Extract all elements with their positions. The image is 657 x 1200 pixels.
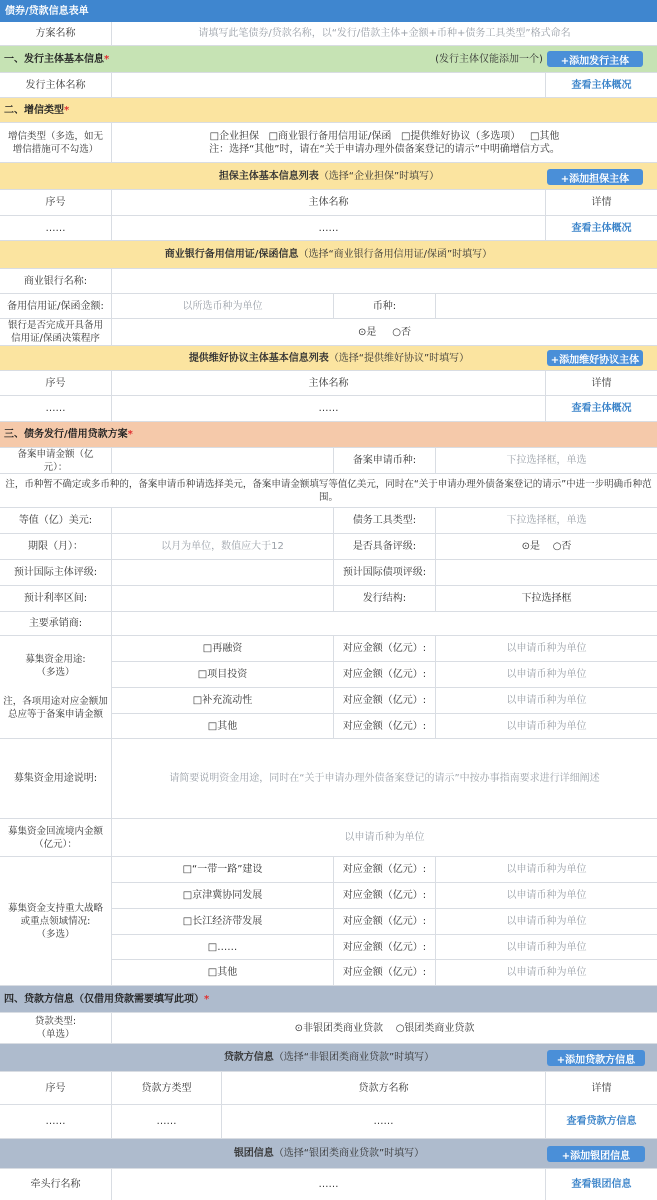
use-row [112,688,657,714]
section4-header [0,986,657,1013]
credit-type-label: 增信类型（多选，如无 增信措施可不勾选） [0,123,112,162]
equiv-row [0,508,657,534]
lender-table-header [0,1072,657,1105]
bank-name-label: 商业银行名称: [0,269,112,293]
bank-procedure-options [112,319,657,345]
section1-note: (发行主体仅能添加一个) [435,53,543,65]
checkbox-other[interactable]: □其他 [529,130,560,142]
lender-col-type: 贷款方类型 [112,1072,222,1104]
use-desc-textarea[interactable]: 请简要说明资金用途，同时在“关于申请办理外债备案登记的请示”中按办事指南要求进行详细阐述 [169,773,600,784]
lead-bank-value: …… [112,1169,546,1200]
credit-type-row [0,123,657,163]
use-amount-label: 对应金额（亿元）: [334,662,436,687]
use-amount-label: 对应金额（亿元）: [334,688,436,713]
guarantor-row [0,216,657,241]
keepwell-title: 提供维好协议主体基本信息列表 （选择“提供维好协议”时填写） [188,352,470,364]
credit-type-note: 注：选择“其他”时，请在“关于申请办理外债备案登记的请示”中明确增信方式。 [209,143,560,155]
bank-currency-input[interactable] [436,294,657,318]
issuer-label: 发行主体名称 [0,73,112,97]
checkbox-yangtze[interactable]: □长江经济带发展 [112,909,334,934]
add-syndicate-button[interactable]: +添加银团信息 [547,1146,645,1162]
guarantor-col-detail: 详情 [591,197,612,208]
tool-type-label: 债务工具类型: [334,508,436,533]
section2-header [0,98,657,123]
rating-label: 是否具备评级: [334,534,436,559]
view-keepwell-link[interactable]: 查看主体概况 [571,403,632,414]
lender-col-name: 贷款方名称 [222,1072,546,1104]
syndicate-title: 银团信息 （选择“银团类商业贷款”时填写） [233,1148,425,1159]
strategy-amount-label: 对应金额（亿元）: [334,960,436,985]
add-lender-button[interactable]: +添加贷款方信息 [547,1050,645,1066]
use-desc-row [0,739,657,819]
apply-amount-input[interactable] [112,448,334,473]
keepwell-row [0,396,657,422]
apply-amount-row [0,448,657,474]
checkbox-keepwell[interactable]: □提供维好协议（多选项） [400,130,521,142]
strategy-row [112,857,657,883]
checkbox-use-other[interactable]: □其他 [112,714,334,738]
checkbox-use-project[interactable]: □项目投资 [112,662,334,687]
strategy-label: 募集资金支持重大战略 或重点领域情况: （多选） [0,857,112,986]
scheme-input[interactable]: 请填写此笔债券/贷款名称，以“发行/借款主体+金额+币种+债务工具类型”格式命名 [198,28,571,39]
radio-rating-yes[interactable]: ⊙是 [521,541,540,552]
checkbox-belt-road[interactable]: □“一带一路”建设 [112,857,334,882]
guarantor-header [0,163,657,190]
strategy-amount-input[interactable]: 以申请币种为单位 [506,967,587,978]
use-amount-input[interactable]: 以申请币种为单位 [506,669,587,680]
loan-type-row [0,1013,657,1044]
currency-note: 注，币种暂不确定或多币种的，备案申请币种请选择美元，备案申请金额填写等值亿美元，同时在“关于申请办理外债备案登记的请示”中进一步明确币种范围。 [5,478,652,503]
strategy-amount-label: 对应金额（亿元）: [334,857,436,882]
loan-type-label: 贷款类型: （单选） [0,1013,112,1043]
strategy-block [0,857,657,986]
keepwell-header [0,346,657,371]
uses-label: 募集资金用途: （多选） 注，各项用途对应金额加 总应等于备案申请金额 [0,636,112,739]
bank-amount-row [0,294,657,319]
use-row [112,714,657,739]
rate-range-label: 预计利率区间: [0,586,112,611]
strategy-row [112,909,657,935]
lender-row-name: …… [222,1105,546,1138]
use-amount-input[interactable]: 以申请币种为单位 [506,695,587,706]
use-amount-input[interactable]: 以申请币种为单位 [506,720,587,732]
keepwell-row-no: …… [0,396,112,421]
currency-note-row [0,474,657,508]
form-title: 债券/贷款信息表单 [5,5,89,17]
strategy-amount-label: 对应金额（亿元）: [334,883,436,908]
lead-bank-label: 牵头行名称 [0,1169,112,1200]
section3-title: 三、债务发行/借用贷款方案 * [4,429,133,440]
add-guarantor-button[interactable]: +添加担保主体 [547,169,643,185]
underwriter-label: 主要承销商: [0,612,112,635]
use-row [112,662,657,688]
tool-type-select[interactable]: 下拉选择框，单选 [506,515,587,526]
strategy-row [112,935,657,960]
structure-label: 发行结构: [334,586,436,611]
view-lender-link[interactable]: 查看贷款方信息 [566,1116,637,1127]
lender-row-type: …… [112,1105,222,1138]
intl-bond-rating-input[interactable] [436,560,657,585]
lender-row [0,1105,657,1139]
keepwell-col-no: 序号 [0,371,112,395]
checkbox-jingjinji[interactable]: □京津冀协同发展 [112,883,334,908]
use-amount-label: 对应金额（亿元）: [334,636,436,661]
section4-title: 四、贷款方信息（仅借用贷款需要填写此项） * [4,993,210,1005]
section2-title: 二、增信类型 * [4,104,70,116]
strategy-amount-input[interactable]: 以申请币种为单位 [506,916,587,927]
rate-range-input[interactable] [112,586,334,611]
keepwell-row-name: …… [112,396,546,421]
uses-block [0,636,657,739]
form-title-bar [0,0,657,22]
structure-select[interactable]: 下拉选择框 [521,593,572,604]
scheme-row [0,22,657,46]
use-amount-label: 对应金额（亿元）: [334,714,436,738]
bank-amount-label: 备用信用证/保函金额: [0,294,112,318]
rating-options [436,534,657,559]
bank-name-input[interactable] [112,269,657,293]
keepwell-col-name: 主体名称 [112,371,546,395]
guarantor-col-name: 主体名称 [112,190,546,215]
term-row [0,534,657,560]
strategy-amount-label: 对应金额（亿元）: [334,909,436,934]
checkbox-use-liquidity[interactable]: □补充流动性 [112,688,334,713]
scheme-label: 方案名称 [0,22,112,45]
lender-row-no: …… [0,1105,112,1138]
bank-name-row [0,269,657,294]
checkbox-enterprise-guarantee[interactable]: □企业担保 [209,130,260,142]
lender-col-no: 序号 [0,1072,112,1104]
checkbox-strategy-other[interactable]: □其他 [112,960,334,985]
intl-bond-rating-label: 预计国际债项评级: [334,560,436,585]
issuer-input[interactable] [112,73,546,97]
strategy-row [112,883,657,909]
add-issuer-button[interactable]: +添加发行主体 [547,51,643,67]
apply-currency-label: 备案申请币种: [334,448,436,473]
bank-procedure-label: 银行是否完成开具备用 信用证/保函决策程序 [0,319,112,345]
return-input[interactable]: 以申请币种为单位 [344,832,425,843]
bank-lc-header [0,241,657,269]
term-input[interactable]: 以月为单位，数值应大于12 [112,534,334,559]
radio-bank-no[interactable]: ○否 [392,326,412,338]
underwriter-input[interactable] [112,612,657,635]
radio-rating-no[interactable]: ○否 [552,541,572,552]
credit-type-options [112,123,657,162]
bank-lc-title: 商业银行备用信用证/保函信息 （选择“商业银行备用信用证/保函”时填写） [164,249,493,260]
view-issuer-link[interactable]: 查看主体概况 [571,79,632,91]
loan-type-options [112,1013,657,1043]
intl-issuer-rating-label: 预计国际主体评级: [0,560,112,585]
use-row [112,636,657,662]
equiv-label: 等值（亿）美元: [0,508,112,533]
checkbox-bank-standby-lc[interactable]: □商业银行备用信用证/保函 [268,130,392,142]
rate-row [0,586,657,612]
radio-syndicated[interactable]: ○银团类商业贷款 [395,1022,475,1034]
bank-procedure-row [0,319,657,346]
keepwell-col-detail: 详情 [591,377,612,389]
syndicate-row [0,1169,657,1200]
term-label: 期限（月）： [0,534,112,559]
use-desc-label: 募集资金用途说明: [0,739,112,818]
radio-non-syndicated[interactable]: ⊙非银团类商业贷款 [294,1022,383,1034]
strategy-row [112,960,657,986]
guarantor-row-no: …… [0,216,112,240]
strategy-amount-label: 对应金额（亿元）: [334,935,436,959]
section1-header [0,46,657,73]
syndicate-header [0,1139,657,1169]
guarantor-col-no: 序号 [0,190,112,215]
underwriter-row [0,612,657,636]
lender-col-detail: 详情 [591,1082,612,1094]
section1-title: 一、发行主体基本信息 * [4,53,110,65]
checkbox-use-refinance[interactable]: □再融资 [112,636,334,661]
radio-bank-yes[interactable]: ⊙是 [357,326,377,338]
intl-issuer-rating-input[interactable] [112,560,334,585]
apply-amount-label: 备案申请金额（亿 元）： [0,448,112,473]
return-row [0,819,657,857]
guarantor-table-header [0,190,657,216]
view-syndicate-link[interactable]: 查看银团信息 [571,1179,632,1190]
strategy-amount-input[interactable]: 以申请币种为单位 [506,941,587,953]
lender-header [0,1044,657,1072]
return-label: 募集资金回流境内金额 （亿元）： [0,819,112,856]
use-amount-input[interactable]: 以申请币种为单位 [506,643,587,654]
add-keepwell-button[interactable]: +添加维好协议主体 [547,350,643,366]
lender-title: 贷款方信息 （选择“非银团类商业贷款”时填写） [223,1052,435,1063]
strategy-amount-input[interactable]: 以申请币种为单位 [506,864,587,875]
issuer-row [0,73,657,98]
guarantor-title: 担保主体基本信息列表 （选择“企业担保”时填写） [218,170,440,182]
bank-amount-input[interactable]: 以所选币种为单位 [112,294,334,318]
keepwell-table-header [0,371,657,396]
view-guarantor-link[interactable]: 查看主体概况 [571,222,632,234]
intl-rating-row [0,560,657,586]
strategy-amount-input[interactable]: 以申请币种为单位 [506,890,587,901]
bank-currency-label: 币种: [334,294,436,318]
guarantor-row-name: …… [112,216,546,240]
equiv-input[interactable] [112,508,334,533]
section3-header [0,422,657,448]
apply-currency-select[interactable]: 下拉选择框，单选 [506,455,587,466]
checkbox-strategy-more[interactable]: □…… [112,935,334,959]
